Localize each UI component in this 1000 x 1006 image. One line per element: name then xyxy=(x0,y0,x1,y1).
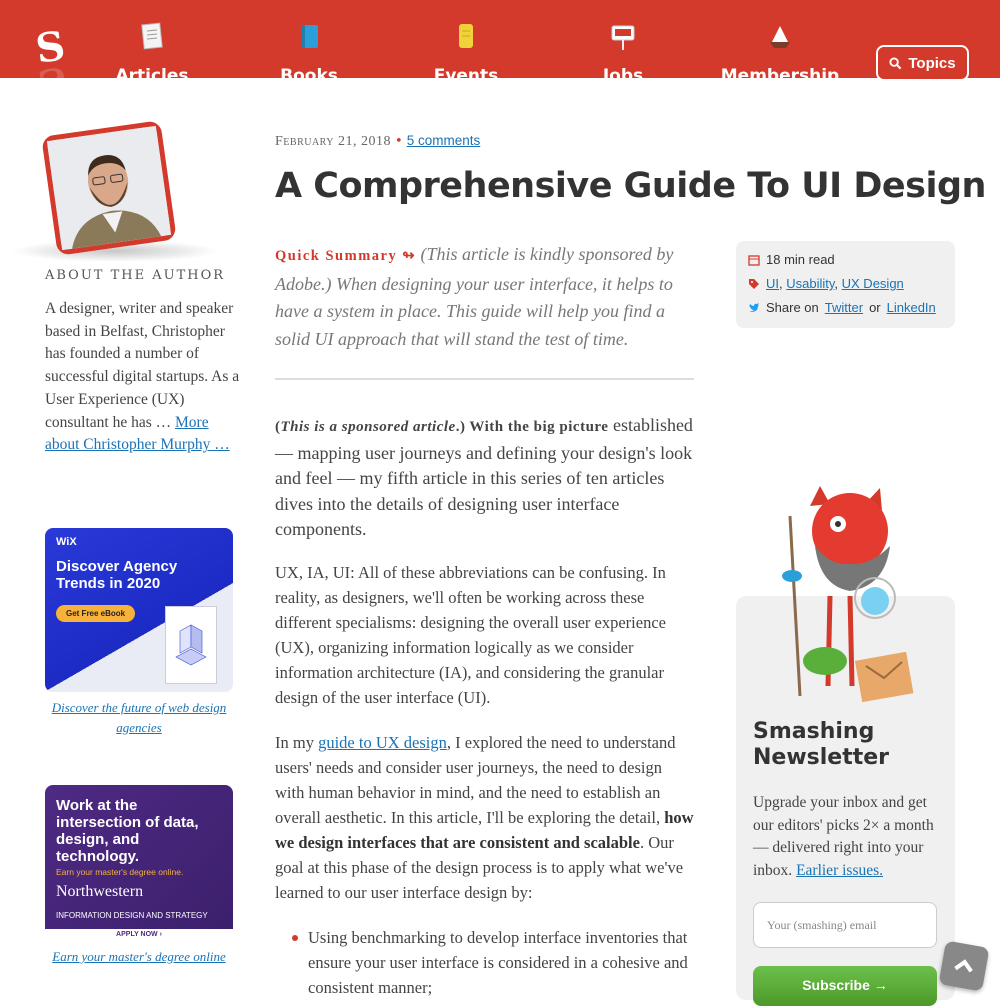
twitter-icon xyxy=(748,302,760,314)
share-twitter-link[interactable]: Twitter xyxy=(824,300,864,315)
read-time: 18 min read xyxy=(766,252,835,267)
author-avatar xyxy=(41,120,177,256)
share-or: or xyxy=(869,300,881,315)
site-header xyxy=(0,0,1000,108)
logo-letter: S xyxy=(32,22,68,73)
topics-button[interactable] xyxy=(876,45,969,81)
quick-summary-label: Quick Summary ↬ xyxy=(275,248,416,264)
nav-jobs[interactable] xyxy=(563,22,683,86)
paragraph-text: In my xyxy=(275,733,319,752)
nav-books[interactable] xyxy=(249,22,369,86)
ad-apply-button[interactable]: APPLY NOW › xyxy=(45,929,233,941)
open-sign-icon xyxy=(609,22,637,52)
read-time-row xyxy=(748,252,835,267)
author-more-link[interactable]: More about Christopher Murphy … xyxy=(45,413,230,454)
search-icon xyxy=(889,57,902,70)
smashing-logo[interactable] xyxy=(32,22,76,108)
topics-label: Topics xyxy=(908,54,956,72)
author-photo[interactable] xyxy=(44,122,174,252)
ad-brand: WiX xyxy=(56,536,77,548)
nav-label: Jobs xyxy=(602,66,644,86)
isometric-building-icon xyxy=(166,607,216,683)
newsletter-description xyxy=(753,792,943,883)
tag-separator: , xyxy=(779,276,787,291)
newsletter-title: Smashing Newsletter xyxy=(753,719,890,770)
nav-articles[interactable] xyxy=(92,22,212,86)
ad-caption-wix[interactable]: Discover the future of web design agencies xyxy=(51,700,227,735)
nav-membership[interactable] xyxy=(720,22,840,86)
ux-guide-link[interactable]: guide to UX design xyxy=(318,733,447,752)
about-author-heading: ABOUT THE AUTHOR xyxy=(45,268,226,283)
lead-text xyxy=(275,419,608,435)
comments-link[interactable]: 5 comments xyxy=(406,133,481,148)
ad-wix[interactable] xyxy=(45,528,233,692)
ebook-cover-image xyxy=(165,606,217,684)
paragraph-text: established — mapping user journeys and defining your design's look and feel — my fifth article in this series of ten articles dives into the details of designing user interface components. xyxy=(275,415,693,539)
sponsored-note: This is a sponsored article xyxy=(280,419,456,435)
article-title: A Comprehensive Guide To UI Design xyxy=(275,166,986,206)
nav-events[interactable] xyxy=(406,22,526,86)
article-date: February 21, 2018 xyxy=(275,134,392,149)
article-paragraph: UX, IA, UI: All of these abbreviations can be confusing. In reality, as designers, we'll often be working across these different specialisms: designing the overall user experience (UX), organizing information logically as we consider information architecture (IA), and considering the granular design of the user interface (UI). xyxy=(275,563,666,707)
ad-northwestern[interactable] xyxy=(45,785,233,941)
lead-continuation: .) With the big picture xyxy=(455,419,609,435)
article-list xyxy=(292,925,692,1000)
article-paragraph xyxy=(275,413,695,543)
smashing-cat-mascot-icon xyxy=(770,486,920,701)
tag-usability[interactable]: Usability xyxy=(786,276,835,291)
earlier-issues-link[interactable]: Earlier issues. xyxy=(796,862,884,880)
nav-label: Membership xyxy=(720,66,840,86)
ad-program: INFORMATION DESIGN AND STRATEGY xyxy=(56,911,208,920)
chevron-up-icon xyxy=(939,941,990,992)
tag-ux-design[interactable]: UX Design xyxy=(841,276,904,291)
tags-row xyxy=(748,276,904,291)
tag-icon xyxy=(748,278,760,290)
nav-label: Articles xyxy=(115,66,189,86)
article-paragraph xyxy=(275,730,695,905)
emphasis-text: how we design interfaces that are consistent and scalable xyxy=(275,808,694,852)
share-label: Share on xyxy=(766,300,819,315)
paragraph-text: , I explored the need to understand users' needs and consider user journeys, the need to design with human behavior in mind, and the need to establish an overall aesthetic. In this article, I'll be exploring the detail, xyxy=(275,733,676,827)
lead-paren: ( xyxy=(275,419,281,435)
list-item xyxy=(292,925,692,1000)
ad-headline: Discover Agency Trends in 2020 xyxy=(56,558,178,592)
author-bio xyxy=(45,298,240,457)
ticket-icon xyxy=(454,22,478,52)
author-portrait-icon xyxy=(47,126,171,250)
ad-university: Northwestern xyxy=(56,883,144,900)
document-icon xyxy=(140,22,164,52)
ad-subtitle: Earn your master's degree online. xyxy=(56,867,184,877)
calendar-icon xyxy=(748,254,760,266)
summary-divider xyxy=(275,378,694,380)
paragraph-text: . Our goal at this phase of the design process is to apply what we've learned to our user interface design by: xyxy=(275,833,684,902)
email-input[interactable]: Your (smashing) email xyxy=(753,902,937,948)
subscribe-button[interactable]: Subscribe → xyxy=(753,966,937,1006)
summary-text: (This article is kindly sponsored by Adobe.) When designing your user interface, it helps to have a system in place. This guide will help you find a solid UI approach that will stand the test of time. xyxy=(275,244,674,349)
nav-label: Books xyxy=(280,66,338,86)
share-linkedin-link[interactable]: LinkedIn xyxy=(886,300,936,315)
nav-label: Events xyxy=(433,66,499,86)
tag-separator: , xyxy=(834,276,842,291)
logo-reflection: S xyxy=(34,57,71,108)
book-icon xyxy=(297,22,321,52)
tags-list xyxy=(766,276,904,291)
ad-headline: Work at the intersection of data, design, and technology. xyxy=(56,797,199,865)
article-meta xyxy=(275,133,480,150)
ship-icon xyxy=(766,22,794,52)
list-item-text: Using benchmarking to develop interface inventories that ensure your user interface is considered in a cohesive and consistent manner; xyxy=(308,928,688,997)
tag-ui[interactable]: UI xyxy=(766,276,779,291)
share-row xyxy=(748,300,936,315)
article-summary xyxy=(275,241,695,353)
ad-cta-button[interactable]: Get Free eBook xyxy=(56,605,135,622)
back-to-top-button[interactable] xyxy=(939,941,990,992)
article-info-box xyxy=(736,241,955,328)
ad-caption-northwestern[interactable]: Earn your master's degree online xyxy=(52,949,226,964)
meta-separator: • xyxy=(395,134,403,149)
bullet-icon xyxy=(292,935,298,941)
author-bio-text: A designer, writer and speaker based in Belfast, Christopher has founded a number of successful digital startups. As a User Experience (UX) consultant he has … xyxy=(45,300,240,431)
newsletter-text: Upgrade your inbox and get our editors' picks 2× a month — delivered right into your inbox. xyxy=(753,794,934,880)
